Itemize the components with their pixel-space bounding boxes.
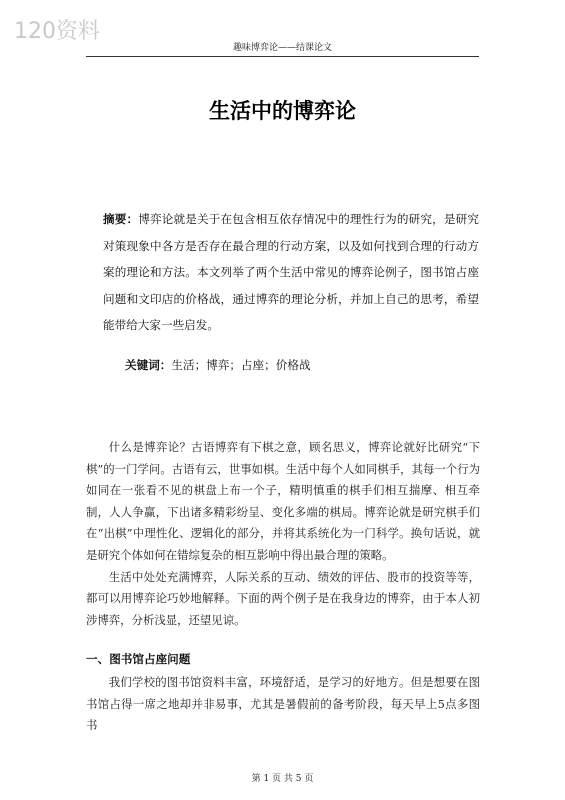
page-footer: 第 1 页 共 5 页 xyxy=(251,774,314,784)
keywords-label: 关键词： xyxy=(125,358,172,372)
abstract xyxy=(103,206,479,339)
section-heading: 一、图书馆占座问题 xyxy=(86,652,191,666)
abstract-label: 摘要： xyxy=(103,212,139,226)
abstract-text: 博弈论就是关于在包含相互依存情况中的理性行为的研究，是研究对策现象中各方是否存在最合理的行动方案，以及如何找到合理的行动方案的理论和方法。本文列举了两个生活中常见的博弈论例子，图书馆占座问题和文印店的价格战，通过博弈的理论分析，并加上自己的思考，希望能带给大家一些启发。 xyxy=(103,212,479,332)
paragraph: 我们学校的图书馆资料丰富，环境舒适，是学习的好地方。但是想要在图书馆占得一席之地却并非易事，尤其是暑假前的备考阶段，每天早上5点多图书 xyxy=(86,675,480,733)
watermark: 120资料 xyxy=(14,19,100,44)
body-text xyxy=(86,437,480,631)
paragraph: 生活中处处充满博弈，人际关系的互动、绩效的评估、股市的投资等等，都可以用博弈论巧妙地解释。下面的两个例子是在我身边的博弈，由于本人初涉博弈，分析浅显，还望见谅。 xyxy=(86,569,480,627)
keywords xyxy=(125,357,311,373)
page-title: 生活中的博弈论 xyxy=(209,99,356,123)
section-body xyxy=(86,672,480,737)
keywords-text: 生活；博弈；占座；价格战 xyxy=(171,358,311,372)
page-header: 趣味博弈论——结课论文 xyxy=(86,40,479,57)
paragraph: 什么是博弈论？古语博弈有下棋之意，顾名思义，博弈论就好比研究“下棋”的一门学问。古语有云，世事如棋。生活中每个人如同棋手，其每一个行为如同在一张看不见的棋盘上布一个子，精明慎重的棋手们相互揣摩、相互牵制，人人争赢，下出诸多精彩纷呈、变化多端的棋局。博弈论就是研究棋手们在“出棋”中理性化、逻辑化的部分，并将其系统化为一门科学。换句话说，就是研究个体如何在错综复杂的相互影响中得出最合理的策略。 xyxy=(86,440,480,562)
